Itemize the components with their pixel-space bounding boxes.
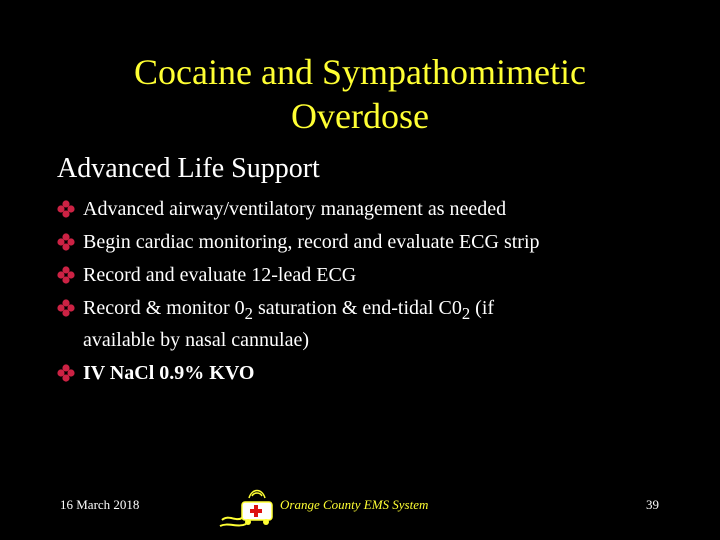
bullet-list — [57, 196, 677, 393]
bullet-item — [57, 295, 677, 353]
section-heading: Advanced Life Support — [57, 153, 320, 184]
slide-title-line1: Cocaine and Sympathomimetic — [134, 52, 586, 92]
bullet-text-part2: saturation & end-tidal C0 — [252, 297, 462, 319]
bullet-item — [57, 360, 677, 386]
diamond-flower-icon — [57, 266, 75, 284]
subscript-2: 2 — [244, 304, 253, 323]
page-number: 39 — [646, 497, 659, 512]
diamond-flower-icon — [57, 200, 75, 218]
bullet-continuation: available by nasal cannulae) — [83, 329, 309, 351]
bullet-text: Advanced airway/ventilatory management as needed — [83, 198, 507, 220]
bullet-text: Record and evaluate 12-lead ECG — [83, 264, 357, 286]
bullet-item — [57, 196, 677, 222]
ambulance-logo-icon — [218, 486, 278, 530]
bullet-text: Begin cardiac monitoring, record and evaluate ECG strip — [83, 231, 540, 253]
bullet-text: IV NaCl 0.9% KVO — [83, 362, 255, 384]
subscript-2: 2 — [461, 304, 471, 323]
slide-title — [0, 50, 720, 138]
bullet-text-part3: (if — [470, 297, 495, 319]
diamond-flower-icon — [57, 233, 75, 251]
footer-organization: Orange County EMS System — [280, 497, 429, 512]
diamond-flower-icon — [57, 364, 75, 382]
bullet-item — [57, 229, 677, 255]
diamond-flower-icon — [57, 299, 75, 317]
bullet-item — [57, 262, 677, 288]
footer-date: 16 March 2018 — [60, 497, 140, 512]
slide-title-line2: Overdose — [291, 96, 429, 136]
bullet-text-part1: Record & monitor 0 — [83, 297, 245, 319]
